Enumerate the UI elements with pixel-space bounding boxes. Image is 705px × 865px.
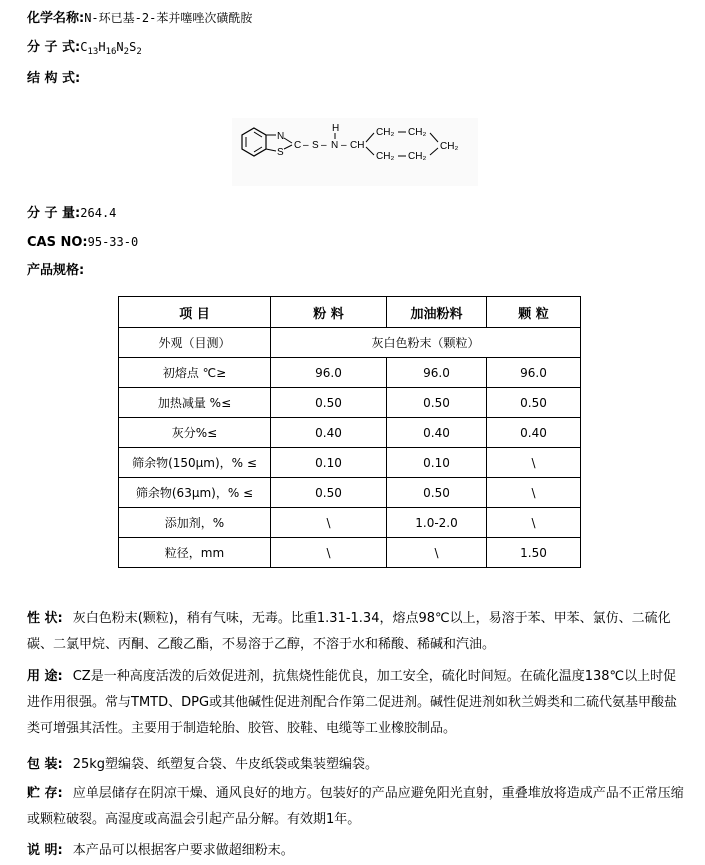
oiled-value: \ bbox=[387, 538, 487, 568]
packing-text: 25kg塑编袋、纸塑复合袋、牛皮纸袋或集装塑编袋。 bbox=[72, 757, 379, 772]
note-section bbox=[27, 838, 687, 864]
powder-value: 0.50 bbox=[271, 478, 387, 508]
usage-label: 用 途: bbox=[27, 669, 63, 684]
structure-line bbox=[27, 70, 80, 88]
table-row bbox=[119, 358, 581, 388]
ring-n-atom: N bbox=[277, 131, 285, 142]
note-label: 说 明: bbox=[27, 843, 63, 858]
table-header-row bbox=[119, 297, 581, 328]
header-powder: 粉 料 bbox=[271, 297, 387, 328]
oiled-value: 96.0 bbox=[387, 358, 487, 388]
table-row bbox=[119, 478, 581, 508]
properties-section bbox=[27, 606, 687, 658]
granule-value: 96.0 bbox=[487, 358, 581, 388]
packing-section bbox=[27, 752, 687, 778]
cas-value: 95-33-0 bbox=[87, 235, 139, 249]
powder-value: \ bbox=[271, 508, 387, 538]
table-row bbox=[119, 328, 581, 358]
header-oiled-powder: 加油粉料 bbox=[387, 297, 487, 328]
table-row bbox=[119, 418, 581, 448]
table-row bbox=[119, 538, 581, 568]
ch2-top-1: CH₂ bbox=[376, 127, 395, 138]
usage-text: CZ是一种高度活泼的后效促进剂，抗焦烧性能优良，加工安全，硫化时间短。在硫化温度138℃以上时促进作用很强。常与TMTD、DPG或其他碱性促进剂配合作第二促进剂。碱性促进剂如秋兰姆类和二硫代氨基甲酸盐类可增强其活性。主要用于制造轮胎、胶管、胶鞋、电缆等工业橡胶制品。 bbox=[27, 669, 678, 736]
svg-text:–: – bbox=[303, 140, 309, 151]
powder-value: 0.50 bbox=[271, 388, 387, 418]
header-item: 项 目 bbox=[119, 297, 271, 328]
powder-value: 96.0 bbox=[271, 358, 387, 388]
powder-value: 0.40 bbox=[271, 418, 387, 448]
ch2-end: CH₂ bbox=[440, 141, 459, 152]
oiled-value: 0.10 bbox=[387, 448, 487, 478]
properties-label: 性 状: bbox=[27, 611, 63, 626]
structure-label: 结 构 式: bbox=[27, 71, 81, 86]
molecular-formula-label: 分 子 式: bbox=[27, 40, 81, 55]
chemical-name-line bbox=[27, 9, 252, 28]
ring-s-atom: S bbox=[277, 147, 284, 158]
row-item: 添加剂，% bbox=[119, 508, 271, 538]
table-row bbox=[119, 448, 581, 478]
molecular-weight-label: 分 子 量: bbox=[27, 206, 81, 221]
oiled-value: 0.50 bbox=[387, 478, 487, 508]
granule-value: 0.50 bbox=[487, 388, 581, 418]
cas-label: CAS NO: bbox=[27, 235, 88, 250]
molecular-formula-line bbox=[27, 38, 142, 57]
molecular-weight-line bbox=[27, 204, 116, 223]
row-item: 筛余物(63μm)，% ≤ bbox=[119, 478, 271, 508]
usage-section bbox=[27, 664, 687, 742]
storage-section bbox=[27, 781, 687, 833]
oiled-value: 1.0-2.0 bbox=[387, 508, 487, 538]
powder-value: 0.10 bbox=[271, 448, 387, 478]
storage-text: 应单层储存在阴凉干燥、通风良好的地方。包装好的产品应避免阳光直射，重叠堆放将造成产品不正常压缩或颗粒破裂。高湿度或高温会引起产品分解。有效期1年。 bbox=[27, 786, 684, 827]
chemical-name-label: 化学名称: bbox=[27, 11, 85, 26]
storage-label: 贮 存: bbox=[27, 786, 63, 801]
row-item: 初熔点 ℃≥ bbox=[119, 358, 271, 388]
packing-label: 包 装: bbox=[27, 757, 63, 772]
svg-text:–: – bbox=[341, 140, 347, 151]
svg-text:–: – bbox=[321, 140, 327, 151]
ch2-bot-1: CH₂ bbox=[376, 151, 395, 162]
powder-value: \ bbox=[271, 538, 387, 568]
c-atom: C bbox=[294, 140, 302, 151]
row-item: 筛余物(150μm)，% ≤ bbox=[119, 448, 271, 478]
ch-group: CH bbox=[350, 140, 365, 151]
table-row bbox=[119, 508, 581, 538]
spec-line bbox=[27, 262, 84, 280]
oiled-value: 0.40 bbox=[387, 418, 487, 448]
granule-value: 1.50 bbox=[487, 538, 581, 568]
appearance-value: 灰白色粉末（颗粒） bbox=[271, 328, 581, 358]
note-text: 本产品可以根据客户要求做超细粉末。 bbox=[72, 843, 294, 858]
ch2-top-2: CH₂ bbox=[408, 127, 427, 138]
row-item: 外观（目测） bbox=[119, 328, 271, 358]
row-item: 粒径，mm bbox=[119, 538, 271, 568]
s-atom: S bbox=[312, 140, 319, 151]
structural-formula-drawing bbox=[232, 118, 478, 186]
molecular-formula-value: $C_{13}H_{16}N_2S_2$ bbox=[80, 40, 142, 57]
properties-text: 灰白色粉末(颗粒)，稍有气味，无毒。比重1.31-1.34，熔点98℃以上，易溶于苯、甲苯、氯仿、二硫化碳、二氯甲烷、丙酮、乙酸乙酯，不易溶于乙醇，不溶于水和稀酸、稀碱和汽油。 bbox=[27, 611, 671, 652]
ch2-bot-2: CH₂ bbox=[408, 151, 427, 162]
granule-value: \ bbox=[487, 448, 581, 478]
molecular-weight-value: 264.4 bbox=[80, 206, 117, 220]
granule-value: \ bbox=[487, 508, 581, 538]
cas-line bbox=[27, 233, 138, 252]
table-row bbox=[119, 388, 581, 418]
header-granule: 颗 粒 bbox=[487, 297, 581, 328]
oiled-value: 0.50 bbox=[387, 388, 487, 418]
granule-value: 0.40 bbox=[487, 418, 581, 448]
row-item: 加热减量 %≤ bbox=[119, 388, 271, 418]
h-atom: H bbox=[332, 123, 340, 134]
row-item: 灰分%≤ bbox=[119, 418, 271, 448]
spec-label: 产品规格: bbox=[27, 263, 85, 278]
chemical-name-value: N-环已基-2-苯并噻唑次磺酰胺 bbox=[84, 11, 253, 25]
granule-value: \ bbox=[487, 478, 581, 508]
nh-n-atom: N bbox=[331, 140, 339, 151]
structural-formula bbox=[232, 118, 478, 186]
spec-table bbox=[118, 296, 581, 568]
